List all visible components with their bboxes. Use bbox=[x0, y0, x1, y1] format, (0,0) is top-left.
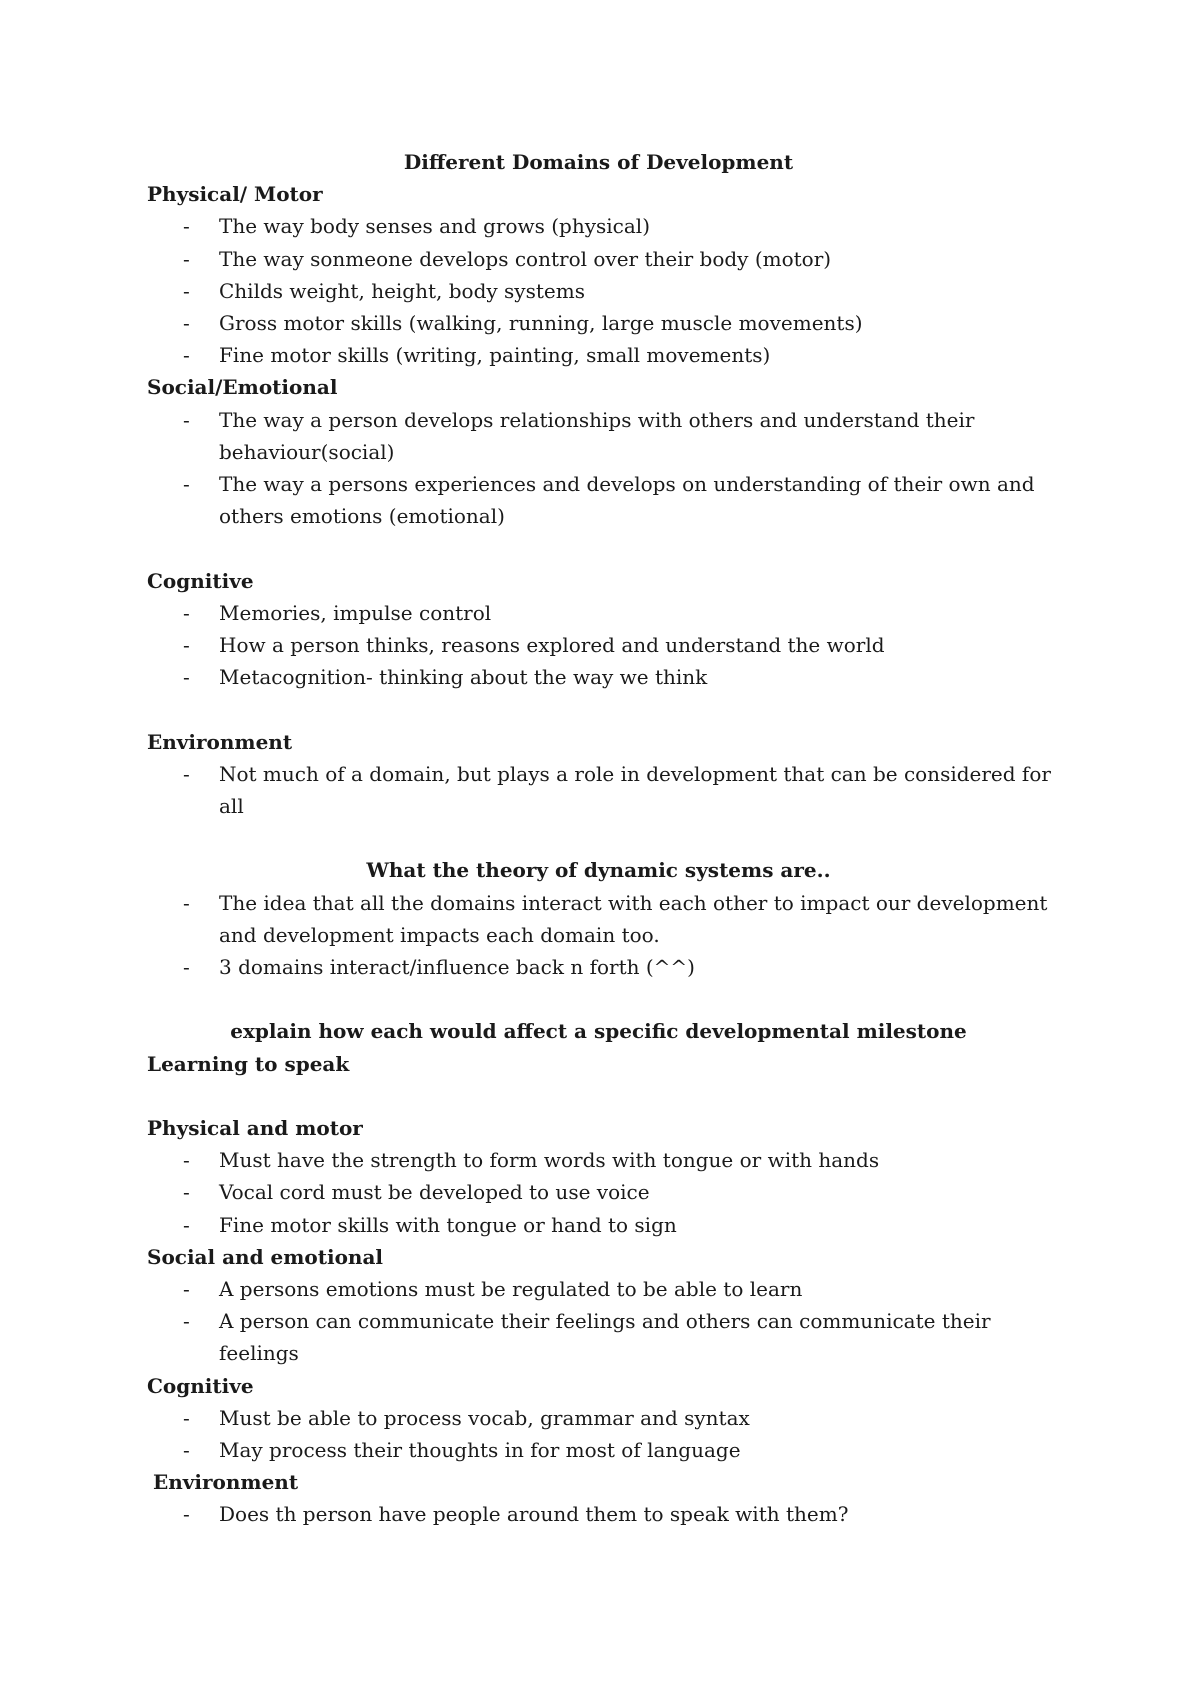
dash-bullet: - bbox=[183, 1309, 190, 1334]
dash-bullet: - bbox=[183, 1277, 190, 1302]
list-item bbox=[147, 1209, 1060, 1241]
list-item bbox=[147, 1273, 1060, 1305]
list-item bbox=[147, 275, 1060, 307]
dash-bullet: - bbox=[183, 1438, 190, 1463]
list-social-emotional bbox=[147, 404, 1060, 533]
blank-line bbox=[147, 1080, 1060, 1112]
list-item-text: 3 domains interact/influence back n forth (^^) bbox=[219, 955, 695, 980]
list-item bbox=[147, 597, 1060, 629]
list-item bbox=[147, 1144, 1060, 1176]
list-item-text: The way sonmeone develops control over their body (motor) bbox=[219, 246, 832, 271]
list-item bbox=[147, 1176, 1060, 1208]
document-title: Different Domains of Development bbox=[403, 150, 794, 174]
milestone-subheading: Learning to speak bbox=[147, 1051, 350, 1076]
list-item-text: Must have the strength to form words with tongue or with hands bbox=[219, 1148, 880, 1173]
section-heading-physical-and-motor: Physical and motor bbox=[147, 1116, 363, 1141]
section-heading-physical-motor: Physical/ Motor bbox=[147, 182, 323, 207]
milestone-heading: explain how each would affect a specific developmental milestone bbox=[230, 1019, 967, 1044]
dash-bullet: - bbox=[183, 246, 190, 271]
list-item-text: Memories, impulse control bbox=[219, 600, 492, 625]
list-item bbox=[147, 1434, 1060, 1466]
list-item-text: The way a person develops relationships with others and understand their behaviour(social) bbox=[219, 407, 975, 464]
list-milestone-cognitive bbox=[147, 1402, 1060, 1466]
list-item-text: Metacognition- thinking about the way we think bbox=[219, 665, 708, 690]
dash-bullet: - bbox=[183, 1405, 190, 1430]
dash-bullet: - bbox=[183, 278, 190, 303]
dash-bullet: - bbox=[183, 1180, 190, 1205]
list-item bbox=[147, 307, 1060, 339]
list-milestone-environment bbox=[147, 1498, 1060, 1530]
dash-bullet: - bbox=[183, 955, 190, 980]
list-item-text: Gross motor skills (walking, running, large muscle movements) bbox=[219, 311, 863, 336]
list-dynamic-systems bbox=[147, 887, 1060, 984]
list-cognitive bbox=[147, 597, 1060, 694]
list-item-text: Not much of a domain, but plays a role in development that can be considered for all bbox=[219, 761, 1051, 819]
list-item-text: A person can communicate their feelings and others can communicate their feelings bbox=[219, 1309, 991, 1366]
list-item-text: How a person thinks, reasons explored and understand the world bbox=[219, 633, 885, 658]
blank-line bbox=[147, 532, 1060, 564]
dash-bullet: - bbox=[183, 665, 190, 690]
list-item bbox=[147, 661, 1060, 693]
section-heading-social-and-emotional: Social and emotional bbox=[147, 1244, 384, 1269]
dash-bullet: - bbox=[183, 761, 190, 786]
list-item bbox=[147, 210, 1060, 242]
dash-bullet: - bbox=[183, 633, 190, 658]
dash-bullet: - bbox=[183, 343, 190, 368]
list-item bbox=[147, 404, 1060, 468]
dash-bullet: - bbox=[183, 407, 190, 432]
list-item-text: Fine motor skills with tongue or hand to sign bbox=[219, 1212, 677, 1237]
section-heading-milestone-environment: Environment bbox=[153, 1470, 299, 1495]
dash-bullet: - bbox=[183, 600, 190, 625]
list-item-text: The way a persons experiences and develops on understanding of their own and others emotions (emotional) bbox=[219, 472, 1035, 529]
list-item-text: May process their thoughts in for most of language bbox=[219, 1438, 741, 1463]
list-item bbox=[147, 339, 1060, 371]
list-item bbox=[147, 1402, 1060, 1434]
blank-line bbox=[147, 822, 1060, 854]
blank-line bbox=[147, 693, 1060, 725]
dash-bullet: - bbox=[183, 1212, 190, 1237]
list-item-text: Fine motor skills (writing, painting, small movements) bbox=[219, 343, 771, 368]
list-item bbox=[147, 629, 1060, 661]
list-item-text: Vocal cord must be developed to use voice bbox=[219, 1180, 650, 1205]
dash-bullet: - bbox=[183, 890, 190, 915]
blank-line bbox=[147, 983, 1060, 1015]
list-item bbox=[147, 887, 1060, 951]
dash-bullet: - bbox=[183, 472, 190, 497]
dynamic-systems-heading: What the theory of dynamic systems are.. bbox=[366, 858, 831, 883]
list-item bbox=[147, 758, 1060, 822]
list-social-and-emotional bbox=[147, 1273, 1060, 1370]
list-item-text: Must be able to process vocab, grammar and syntax bbox=[219, 1405, 750, 1430]
list-item bbox=[147, 468, 1060, 532]
list-item bbox=[147, 1305, 1060, 1369]
list-item bbox=[147, 243, 1060, 275]
list-item bbox=[147, 1498, 1060, 1530]
section-heading-cognitive: Cognitive bbox=[147, 568, 254, 593]
section-heading-milestone-cognitive: Cognitive bbox=[147, 1373, 254, 1398]
list-item-text: The idea that all the domains interact with each other to impact our development and development impacts each domain too. bbox=[219, 890, 1048, 947]
dash-bullet: - bbox=[183, 214, 190, 239]
list-item-text: A persons emotions must be regulated to be able to learn bbox=[219, 1277, 803, 1302]
list-physical-motor bbox=[147, 210, 1060, 371]
list-physical-and-motor bbox=[147, 1144, 1060, 1241]
section-heading-environment: Environment bbox=[147, 729, 293, 754]
list-item-text: Childs weight, height, body systems bbox=[219, 278, 585, 303]
list-item-text: Does th person have people around them to speak with them? bbox=[219, 1502, 849, 1527]
dash-bullet: - bbox=[183, 1148, 190, 1173]
list-item bbox=[147, 951, 1060, 983]
list-environment bbox=[147, 758, 1060, 822]
dash-bullet: - bbox=[183, 311, 190, 336]
section-heading-social-emotional: Social/Emotional bbox=[147, 375, 338, 400]
dash-bullet: - bbox=[183, 1502, 190, 1527]
list-item-text: The way body senses and grows (physical) bbox=[219, 214, 650, 239]
